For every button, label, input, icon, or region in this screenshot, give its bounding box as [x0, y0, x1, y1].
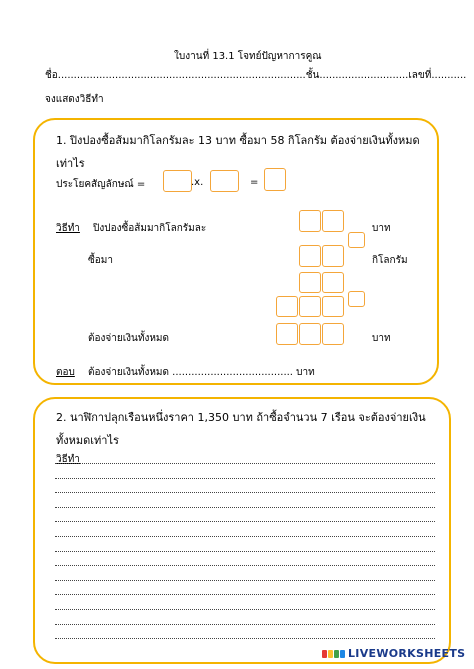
- writing-line[interactable]: [55, 492, 435, 493]
- writing-line[interactable]: [55, 624, 435, 625]
- writing-line[interactable]: [55, 521, 435, 522]
- logo-mark-icon: [322, 650, 345, 658]
- logo-text: LIVEWORKSHEETS: [348, 647, 466, 660]
- writing-line[interactable]: [55, 507, 435, 508]
- q1-row1-box-1[interactable]: [299, 210, 321, 232]
- writing-line[interactable]: [55, 536, 435, 537]
- q1-sentence-box-2[interactable]: [210, 170, 239, 192]
- logo-block: [322, 650, 327, 658]
- q1-row3-unit: บาท: [372, 333, 391, 344]
- writing-line[interactable]: [55, 609, 435, 610]
- logo-block: [328, 650, 333, 658]
- q1-total-box-2[interactable]: [299, 323, 321, 345]
- q1-row2-unit: กิโลกรัม: [372, 255, 408, 266]
- q1-row2-box-1[interactable]: [299, 245, 321, 267]
- q1-answer-text[interactable]: ต้องจ่ายเงินทั้งหมด ...................................... บาท: [88, 367, 315, 378]
- q2-question-line1: 2. นาฬิกาปลุกเรือนหนึ่งราคา 1,350 บาท ถ้าซื้อจำนวน 7 เรือน จะต้องจ่ายเงิน: [56, 411, 426, 424]
- page-title: ใบงานที่ 13.1 โจทย์ปัญหาการคูณ: [174, 51, 322, 62]
- q1-total-box-3[interactable]: [322, 323, 344, 345]
- writing-line[interactable]: [55, 594, 435, 595]
- q1-question-line1: 1. ปิงปองซื้อส้มมากิโลกรัมละ 13 บาท ซื้อมา 58 กิโลกรัม ต้องจ่ายเงินทั้งหมด: [56, 134, 420, 147]
- liveworksheets-logo: [322, 647, 465, 660]
- q1-row3-text: ต้องจ่ายเงินทั้งหมด: [88, 333, 170, 344]
- q1-partial-box-1[interactable]: [299, 272, 321, 293]
- logo-block: [340, 650, 345, 658]
- q1-sentence-box-3[interactable]: [264, 168, 286, 191]
- writing-line[interactable]: [55, 580, 435, 581]
- q1-row2-box-2[interactable]: [322, 245, 344, 267]
- q2-method-label: วิธีทำ: [56, 454, 80, 465]
- writing-line[interactable]: [55, 478, 435, 479]
- writing-line[interactable]: [55, 638, 435, 639]
- writing-line[interactable]: [55, 463, 435, 464]
- logo-block: [334, 650, 339, 658]
- q1-partial-box-3[interactable]: [276, 296, 298, 317]
- q1-answer-label: ตอบ: [56, 367, 75, 378]
- q1-total-box-1[interactable]: [276, 323, 298, 345]
- q1-carry-box-2[interactable]: [348, 291, 365, 307]
- q1-row1-unit: บาท: [372, 223, 391, 234]
- name-line: ชื่อ..............................................................................ชั้น............................เลขที่...........: [45, 70, 467, 81]
- q1-carry-box-1[interactable]: [348, 232, 365, 248]
- q1-sentence-label: ประโยคสัญลักษณ์ =: [56, 179, 146, 190]
- q1-equals-sign: =: [250, 177, 259, 188]
- q1-sentence-box-1[interactable]: [163, 170, 192, 192]
- q1-partial-box-5[interactable]: [322, 296, 344, 317]
- q1-times-sign: .x.: [191, 177, 204, 188]
- q1-method-label: วิธีทำ: [56, 223, 80, 234]
- q1-row1-text: ปิงปองซื้อส้มมากิโลกรัมละ: [93, 223, 207, 234]
- q2-question-line2: ทั้งหมดเท่าไร: [56, 434, 119, 447]
- q1-row2-text: ซื้อมา: [88, 255, 113, 266]
- instruction: จงแสดงวิธีทำ: [45, 94, 104, 105]
- q1-row1-box-2[interactable]: [322, 210, 344, 232]
- q1-partial-box-4[interactable]: [299, 296, 321, 317]
- q1-partial-box-2[interactable]: [322, 272, 344, 293]
- writing-line[interactable]: [55, 551, 435, 552]
- q1-question-line2: เท่าไร: [56, 157, 85, 170]
- writing-line[interactable]: [55, 565, 435, 566]
